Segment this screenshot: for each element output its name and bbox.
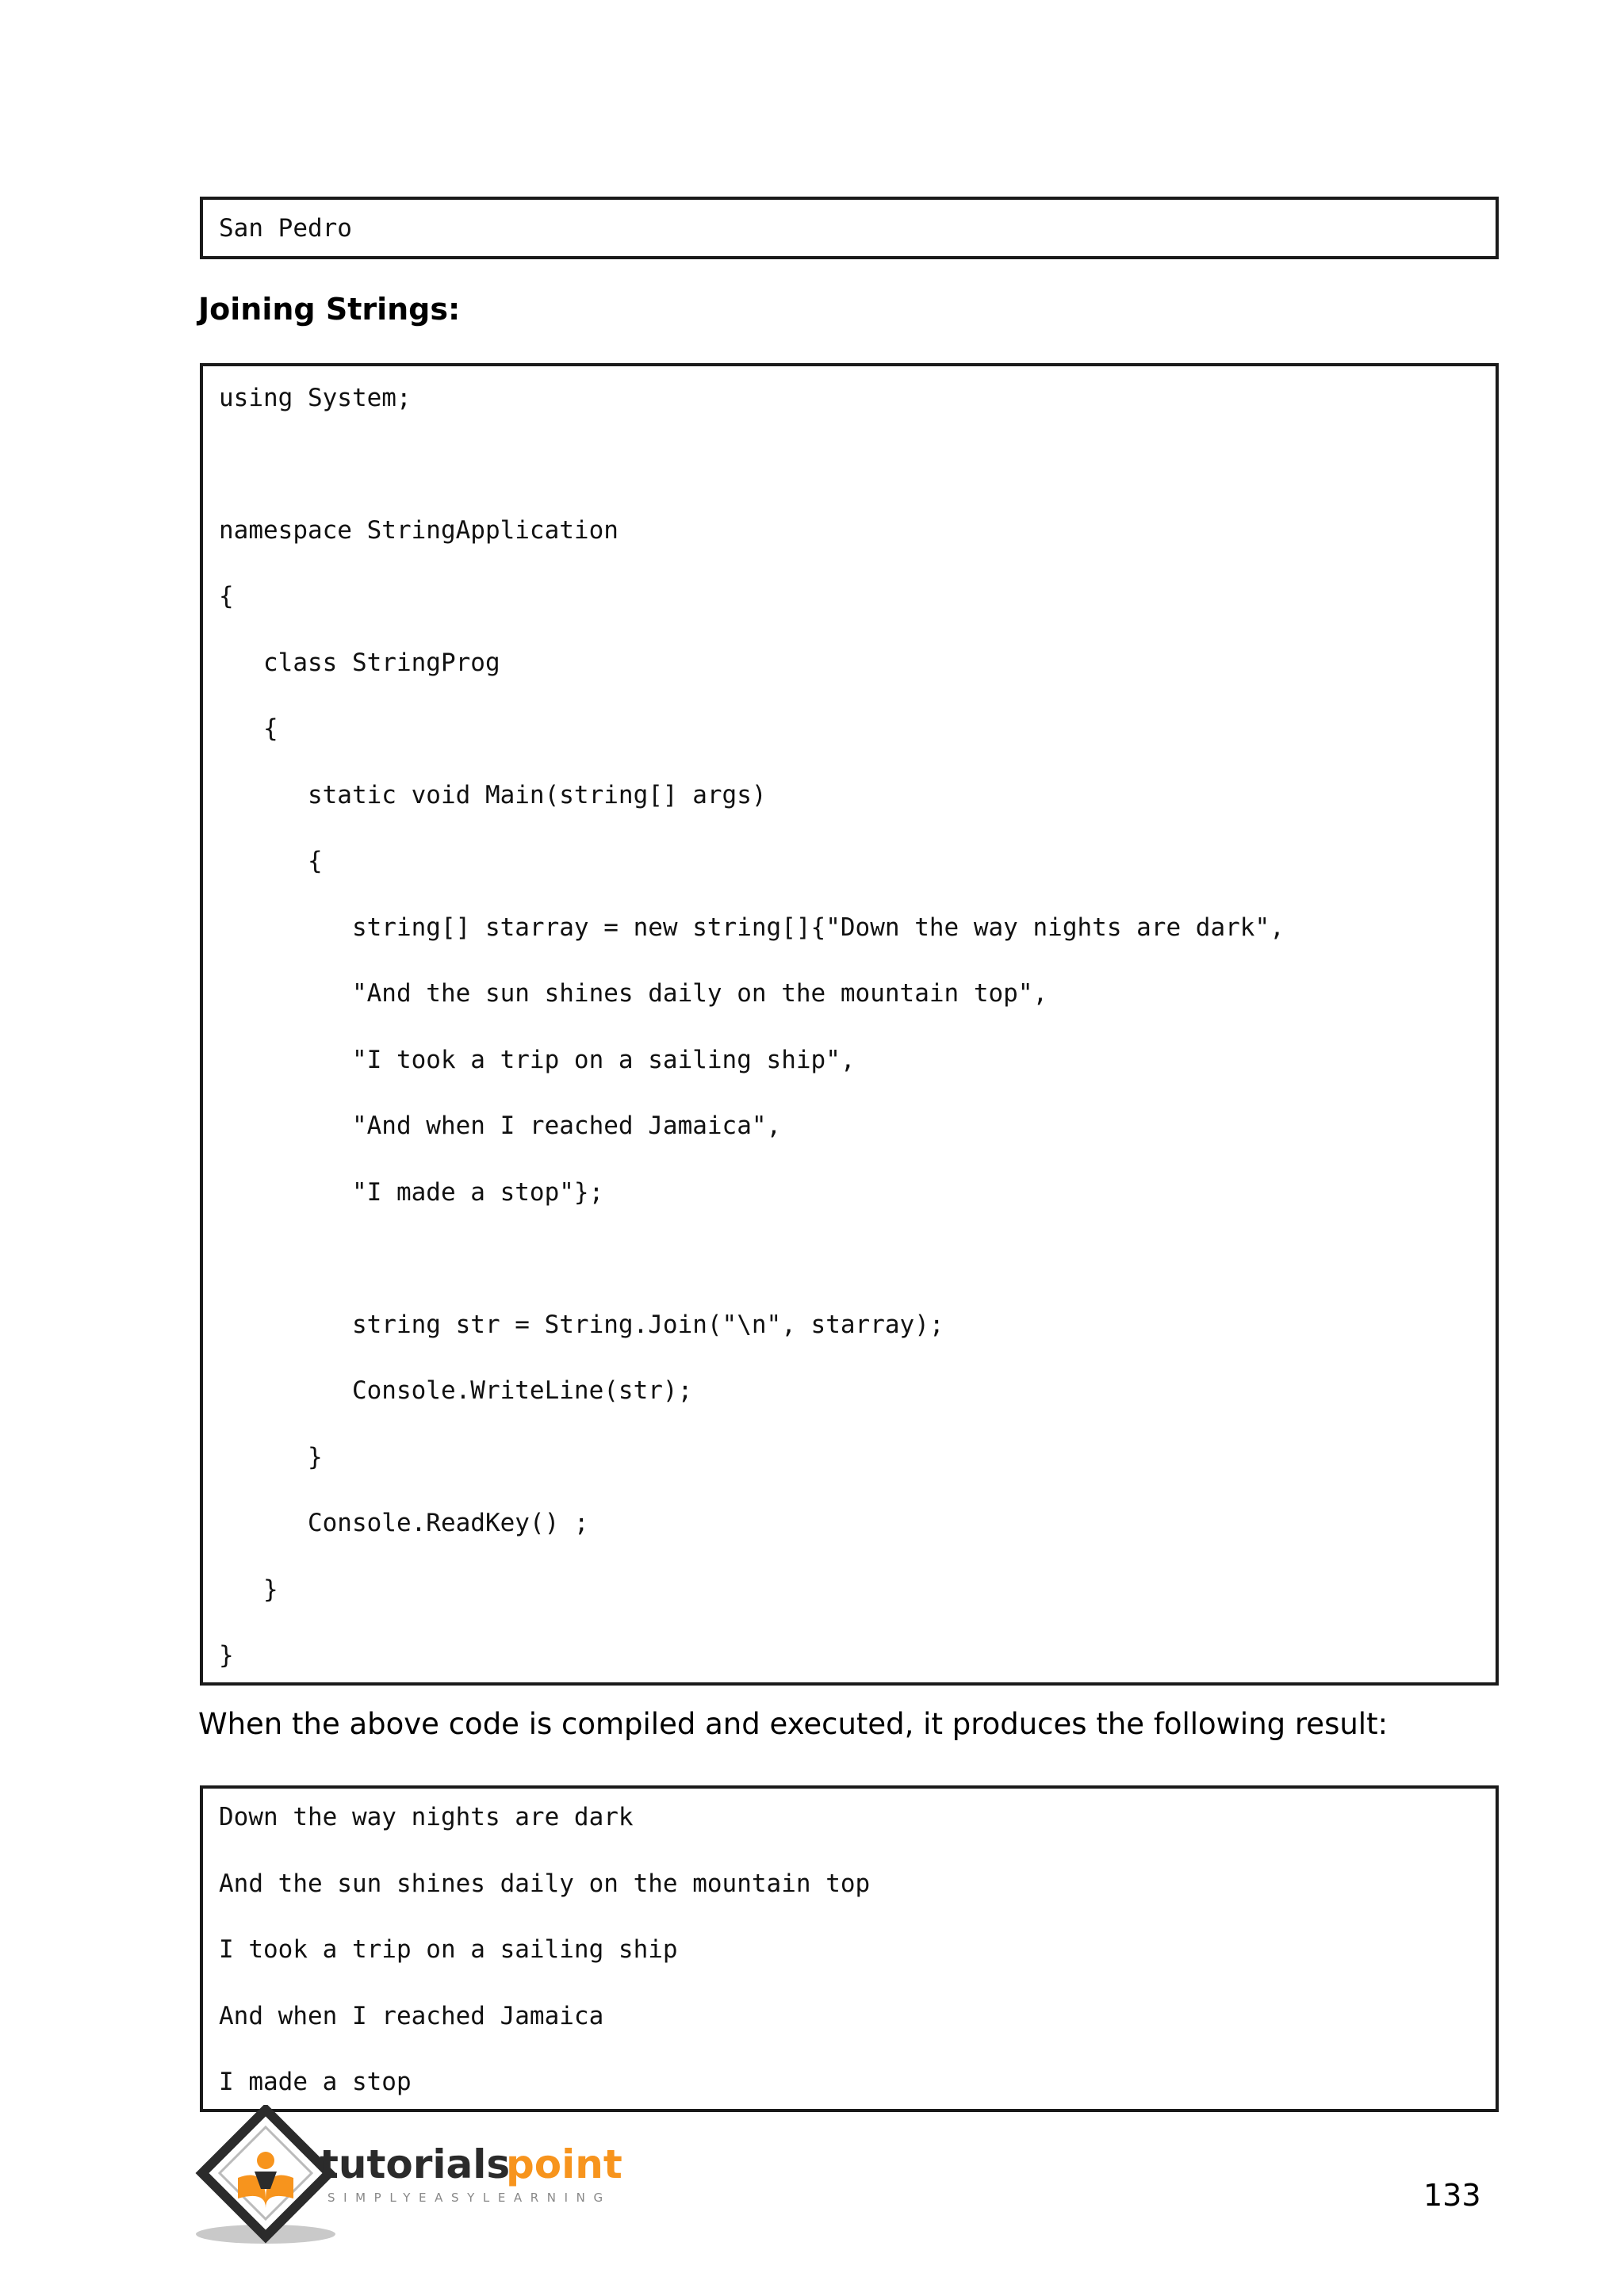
code-line: {: [219, 582, 234, 610]
result-intro-text: When the above code is compiled and executed, it produces the following result:: [198, 1707, 1388, 1741]
code-line: {: [219, 847, 323, 875]
logo-wordmark-accent: point: [506, 2141, 622, 2187]
output-line: And when I reached Jamaica: [219, 2002, 604, 2030]
code-line: "I took a trip on a sailing ship",: [219, 1046, 856, 1074]
page-number: 133: [1423, 2178, 1481, 2213]
output-box: [200, 1785, 1499, 2112]
output-line: San Pedro: [219, 214, 352, 243]
logo-tagline: SIMPLYEASYLEARNING: [327, 2191, 611, 2205]
code-line: }: [219, 1575, 278, 1604]
output-line: Down the way nights are dark: [219, 1803, 634, 1831]
output-line: And the sun shines daily on the mountain top: [219, 1869, 871, 1898]
code-line: class StringProg: [219, 649, 500, 677]
person-head-icon: [257, 2152, 274, 2169]
code-box: [200, 363, 1499, 1686]
code-line: }: [219, 1641, 234, 1670]
code-line: static void Main(string[] args): [219, 781, 767, 809]
code-line: Console.WriteLine(str);: [219, 1376, 693, 1405]
code-line: "And when I reached Jamaica",: [219, 1112, 782, 1140]
code-line: string str = String.Join("\n", starray);: [219, 1311, 944, 1339]
output-line: I took a trip on a sailing ship: [219, 1935, 678, 1964]
code-line: {: [219, 714, 278, 743]
code-line: Console.ReadKey() ;: [219, 1509, 589, 1537]
code-line: string[] starray = new string[]{"Down the way nights are dark",: [219, 913, 1285, 942]
code-line: using System;: [219, 384, 412, 412]
code-line: "I made a stop"};: [219, 1178, 604, 1207]
code-line: "And the sun shines daily on the mountain top",: [219, 979, 1048, 1008]
section-heading: Joining Strings:: [198, 292, 461, 327]
output-line: I made a stop: [219, 2068, 412, 2096]
tutorialspoint-logo: [194, 2105, 654, 2248]
code-line: namespace StringApplication: [219, 516, 619, 545]
output-box-top: [200, 197, 1499, 259]
code-line: }: [219, 1443, 323, 1471]
logo-wordmark-main: tutorials: [320, 2141, 511, 2187]
